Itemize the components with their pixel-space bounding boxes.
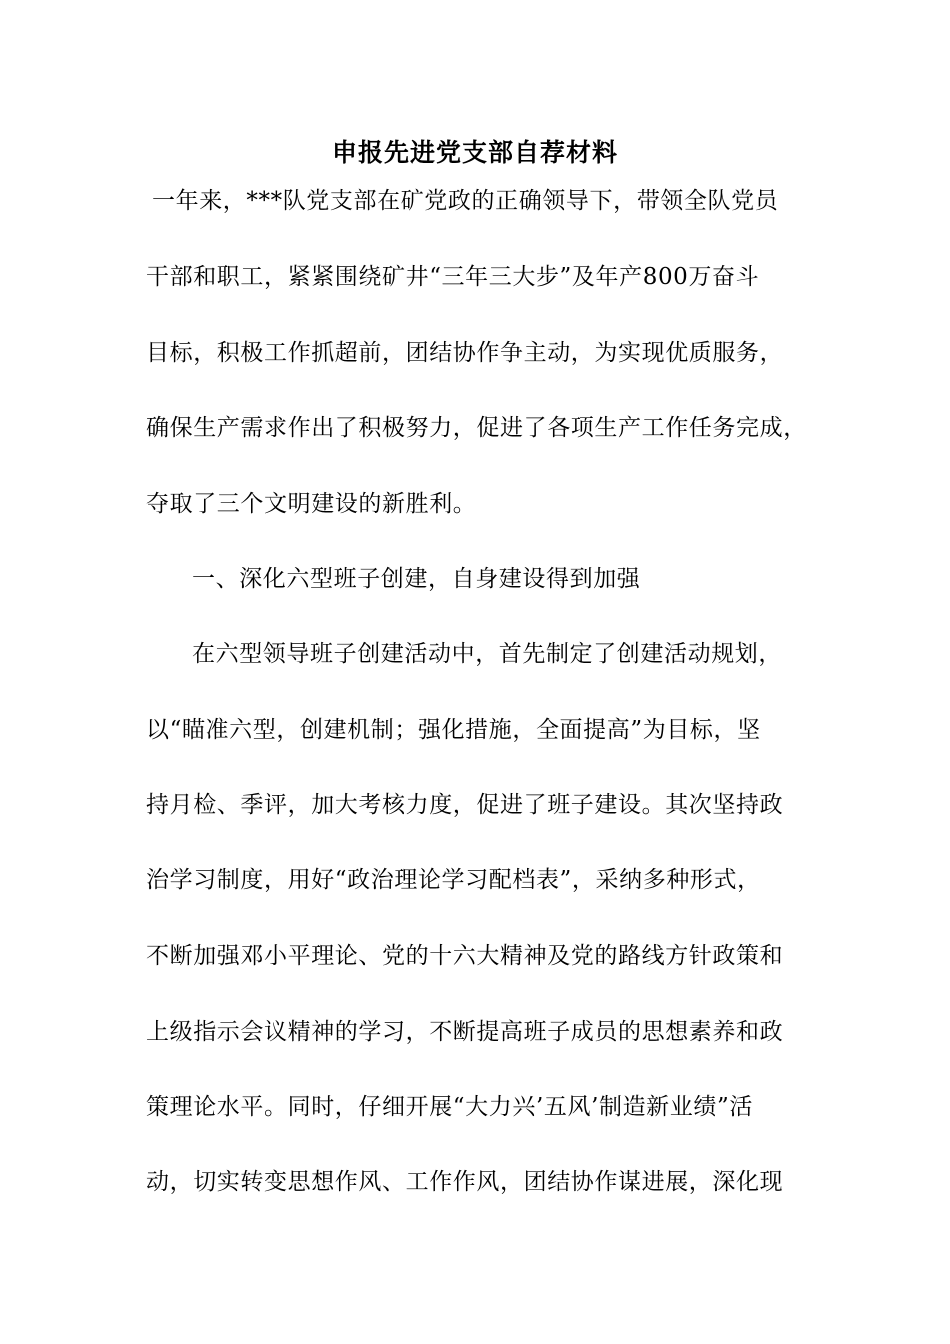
paragraph-line: 一年来，***队党支部在矿党政的正确领导下，带领全队党员 [152,188,779,214]
document-title: 申报先进党支部自荐材料 [331,138,618,167]
paragraph-line: 不断加强邓小平理论、党的十六大精神及党的路线方针政策和 [146,943,784,969]
paragraph-line: 策理论水平。同时，仔细开展“大力兴’五风’制造新业绩”活 [146,1094,753,1120]
paragraph-line: 确保生产需求作出了积极努力，促进了各项生产工作任务完成， [146,415,807,441]
paragraph-line: 治学习制度，用好“政治理论学习配档表”，采纳多种形式， [146,867,761,893]
paragraph-line: 以“瞄准六型，创建机制；强化措施，全面提高”为目标，坚 [146,717,761,743]
paragraph-line: 干部和职工，紧紧围绕矿井“三年三大步”及年产800万奋斗 [146,264,760,290]
paragraph-line: 夺取了三个文明建设的新胜利。 [146,491,477,517]
paragraph-line: 目标，积极工作抓超前，团结协作争主动，为实现优质服务， [146,340,784,366]
section-heading: 一、深化六型班子创建，自身建设得到加强 [192,566,641,592]
paragraph-line: 在六型领导班子创建活动中，首先制定了创建活动规划， [192,641,782,667]
paragraph-line: 动，切实转变思想作风、工作作风，团结协作谋进展，深化现 [146,1169,784,1195]
paragraph-line: 持月检、季评，加大考核力度，促进了班子建设。其次坚持政 [146,792,784,818]
paragraph-line: 上级指示会议精神的学习，不断提高班子成员的思想素养和政 [146,1019,784,1045]
